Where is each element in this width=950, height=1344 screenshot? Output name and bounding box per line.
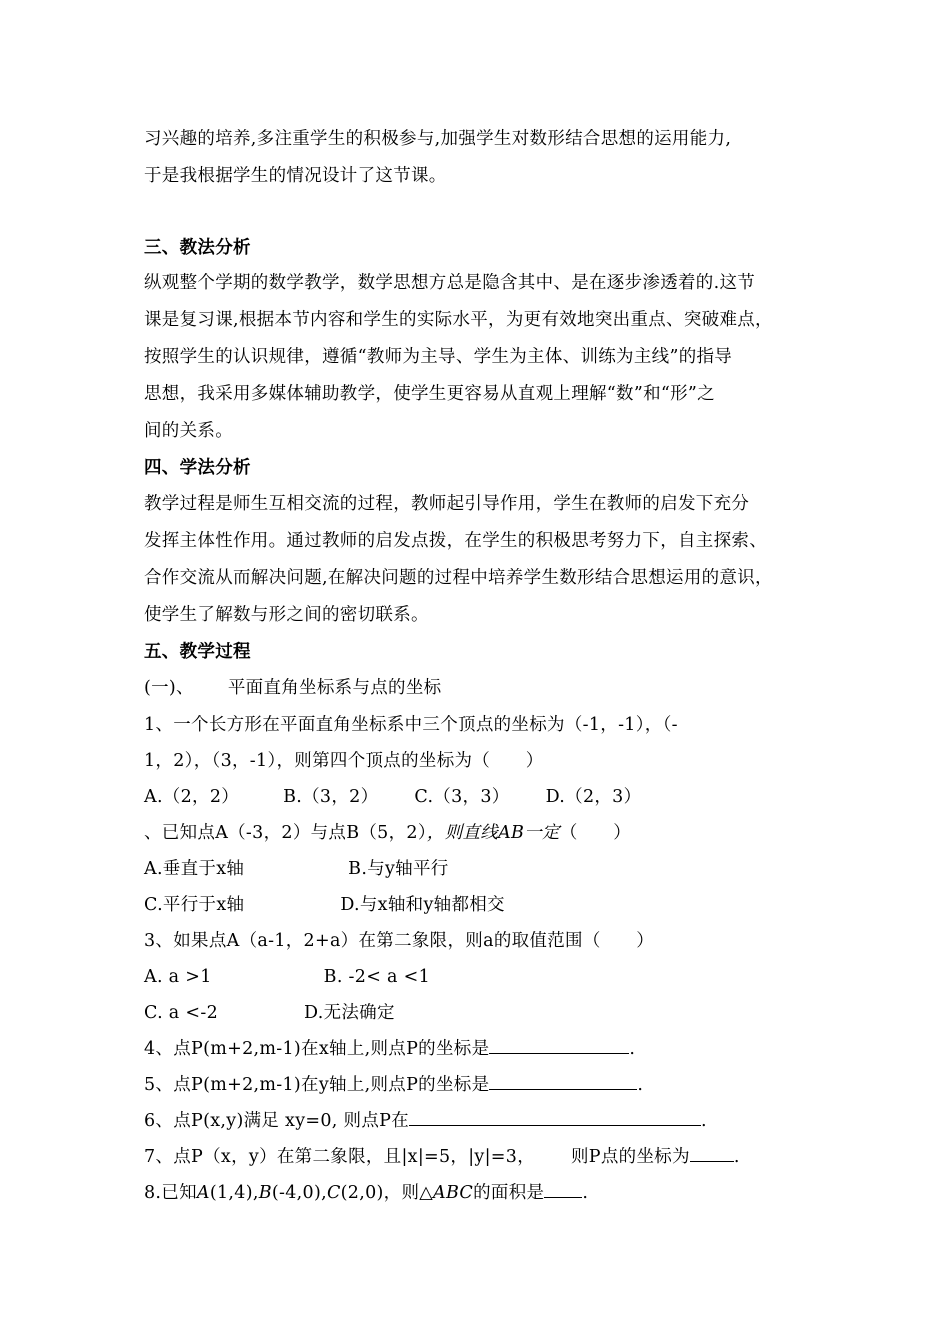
q2-stem-plain: 、已知点A（-3，2）与点B（5，2） <box>144 823 427 843</box>
question-1-line-1: 1、一个长方形在平面直角坐标系中三个顶点的坐标为（-1，-1），（- <box>144 715 678 735</box>
q4-stem: 4、点P(m+2,m-1)在x轴上,则点P的坐标是 <box>144 1039 490 1059</box>
question-2-options-row-2 <box>144 893 505 917</box>
paragraph-line: 间的关系。 <box>144 421 233 441</box>
question-2-stem <box>144 821 631 845</box>
paragraph-line: 思想，我采用多媒体辅助教学，使学生更容易从直观上理解“数”和“形”之 <box>144 384 715 404</box>
point-c-coords: (2,0)，则△ <box>340 1183 433 1203</box>
paragraph-line: 按照学生的认识规律，遵循“教师为主导、学生为主体、训练为主线”的指导 <box>144 347 733 367</box>
q7-end: . <box>733 1147 740 1167</box>
answer-blank[interactable] <box>409 1109 701 1126</box>
point-a-coords: (1,4), <box>209 1183 259 1203</box>
answer-blank[interactable] <box>489 1037 629 1054</box>
triangle-label: ABC <box>433 1183 474 1203</box>
option-c: C.平行于x轴 <box>144 895 245 915</box>
section-heading-4: 四、学法分析 <box>144 458 251 478</box>
subsection-prefix: (一)、 <box>144 678 194 698</box>
paragraph-line: 课是复习课,根据本节内容和学生的实际水平，为更有效地突出重点、突破难点， <box>144 310 773 330</box>
paragraph-line: 教学过程是师生互相交流的过程，教师起引导作用，学生在教师的启发下充分 <box>144 494 750 514</box>
paragraph-line: 习兴趣的培养,多注重学生的积极参与,加强学生对数形结合思想的运用能力, <box>144 129 732 149</box>
q7-stem-b: 则P点的坐标为 <box>571 1147 690 1167</box>
option-d: D.与x轴和y轴都相交 <box>340 895 505 915</box>
question-3-options-row-2 <box>144 1001 395 1025</box>
option-c: C. a <-2 <box>144 1003 218 1023</box>
q2-stem-italic: ，则直线AB一定 <box>426 823 560 843</box>
option-c: C.（3，3） <box>414 787 510 807</box>
q8-stem-b: 的面积是 <box>473 1183 545 1203</box>
point-b-label: B <box>258 1183 272 1203</box>
question-5 <box>144 1073 643 1097</box>
q8-stem-a: 8.已知 <box>144 1183 197 1203</box>
answer-blank[interactable] <box>489 1073 637 1090</box>
q4-end: . <box>629 1039 636 1059</box>
section-heading-3: 三、教法分析 <box>144 238 251 258</box>
option-d: D.（2，3） <box>545 787 642 807</box>
paragraph-line: 于是我根据学生的情况设计了这节课。 <box>144 166 447 186</box>
subsection-heading <box>144 676 441 700</box>
option-b: B.（3，2） <box>283 787 379 807</box>
question-1-line-2: 1，2），（3，-1），则第四个顶点的坐标为（ ） <box>144 751 544 771</box>
q2-stem-end: （ ） <box>559 823 632 843</box>
question-3-stem: 3、如果点A（a-1，2+a）在第二象限，则a的取值范围（ ） <box>144 931 655 951</box>
question-2-options-row-1 <box>144 857 449 881</box>
option-d: D.无法确定 <box>304 1003 395 1023</box>
question-8 <box>144 1181 588 1205</box>
point-c-label: C <box>326 1183 341 1203</box>
option-b: B.与y轴平行 <box>348 859 449 879</box>
question-7 <box>144 1145 740 1169</box>
paragraph-line: 使学生了解数与形之间的密切联系。 <box>144 605 429 625</box>
q6-end: . <box>701 1111 707 1131</box>
question-4 <box>144 1037 635 1061</box>
paragraph-line: 发挥主体性作用。通过教师的启发点拨，在学生的积极思考努力下，自主探索、 <box>144 531 767 551</box>
point-a-label: A <box>196 1183 210 1203</box>
paragraph-line: 纵观整个学期的数学教学，数学思想方总是隐含其中、是在逐步渗透着的.这节 <box>144 273 756 293</box>
q6-stem: 6、点P(x,y)满足 xy=0, 则点P在 <box>144 1111 409 1131</box>
question-6 <box>144 1109 707 1133</box>
point-b-coords: (-4,0), <box>271 1183 327 1203</box>
q5-end: . <box>637 1075 644 1095</box>
answer-blank[interactable] <box>690 1145 734 1162</box>
subsection-title: 平面直角坐标系与点的坐标 <box>227 678 442 698</box>
paragraph-line: 合作交流从而解决问题,在解决问题的过程中培养学生数形结合思想运用的意识， <box>144 568 773 588</box>
section-heading-5: 五、教学过程 <box>144 642 251 662</box>
question-1-options <box>144 785 641 809</box>
q5-stem: 5、点P(m+2,m-1)在y轴上,则点P的坐标是 <box>144 1075 490 1095</box>
option-a: A.垂直于x轴 <box>144 859 245 879</box>
question-3-options-row-1 <box>144 965 430 989</box>
q8-end: . <box>582 1183 589 1203</box>
option-a: A. a >1 <box>144 967 212 987</box>
answer-blank[interactable] <box>544 1181 582 1198</box>
option-b: B. -2< a <1 <box>323 967 431 987</box>
option-a: A.（2，2） <box>144 787 240 807</box>
q7-stem: 7、点P（x，y）在第二象限，且|x|=5，|y|=3， <box>144 1147 535 1167</box>
